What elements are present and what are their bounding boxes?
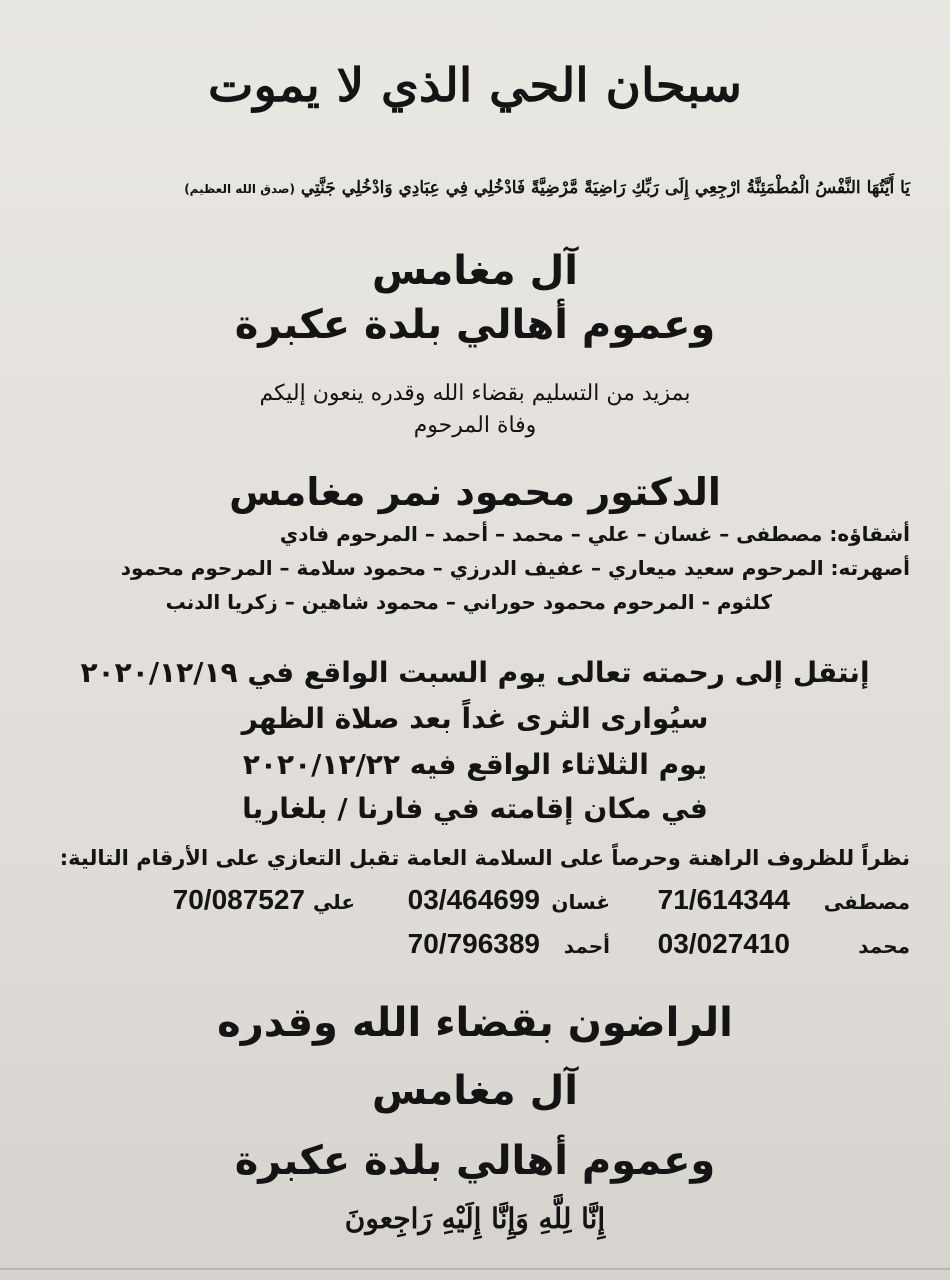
deceased-name: الدكتور محمود نمر مغامس: [229, 470, 721, 514]
town-people: وعموم أهالي بلدة عكبرة: [234, 302, 716, 348]
closing-town-people: وعموم أهالي بلدة عكبرة: [234, 1138, 716, 1184]
death-date-line: إنتقل إلى رحمته تعالى يوم السبت الواقع في ٢٠٢٠/١٢/١٩: [80, 656, 870, 689]
contact-name: غسان: [551, 890, 610, 914]
verse-source: (صدق الله العظيم): [184, 182, 295, 196]
brothers-line: أشقاؤه: مصطفى – غسان – علي – محمد – أحمد – المرحوم فادي: [279, 522, 910, 546]
contact-name: أحمد: [563, 934, 610, 958]
burial-line: سيُوارى الثرى غداً بعد صلاة الظهر: [241, 702, 709, 735]
contact-name: محمد: [858, 934, 910, 958]
calligraphy-header: سبحان الحي الذي لا يموت: [208, 58, 742, 112]
inlaws-line-2: كلثوم - المرحوم محمود حوراني – محمود شاهين – زكريا الدنب: [165, 590, 772, 614]
announcement-line-1: بمزيد من التسليم بقضاء الله وقدره ينعون إليكم: [259, 381, 691, 406]
phone-list: [40, 884, 910, 972]
verse-text: يَا أَيَّتُهَا النَّفْسُ الْمُطْمَئِنَّةُ ارْجِعِي إِلَى رَبِّكِ رَاضِيَةً مَّرْضِيَّةً فَادْخُلِي فِي عِبَادِي وَادْخُلِي جَنَّتِي: [300, 178, 910, 198]
closing-line-1: الراضون بقضاء الله وقدره: [217, 1000, 733, 1046]
phone-row: [40, 928, 910, 972]
family-name: آل مغامس: [371, 248, 578, 294]
contact-number: 03/027410: [657, 928, 790, 959]
inlaws-line-1: أصهرته: المرحوم سعيد ميعاري – عفيف الدرزي – محمود سلامة – المرحوم محمود: [120, 556, 910, 580]
phone-row: [40, 884, 910, 928]
announcement-line-2: وفاة المرحوم: [413, 413, 537, 438]
quran-verse: [40, 178, 910, 198]
contact-number: 70/087527: [172, 884, 305, 915]
contact-number: 70/796389: [407, 928, 540, 959]
burial-place-line: في مكان إقامته في فارنا / بلغاريا: [242, 792, 708, 825]
contact-name: علي: [312, 890, 355, 914]
contact-number: 71/614344: [657, 884, 790, 915]
closing-family-name: آل مغامس: [371, 1068, 578, 1114]
condolence-notice: نظراً للظروف الراهنة وحرصاً على السلامة العامة تقبل التعازي على الأرقام التالية:: [59, 846, 910, 870]
burial-date-line: يوم الثلاثاء الواقع فيه ٢٠٢٠/١٢/٢٢: [242, 748, 708, 781]
closing-verse: إِنَّا لِلَّهِ وَإِنَّا إِلَيْهِ رَاجِعونَ: [344, 1202, 606, 1235]
announcement: [0, 378, 950, 442]
contact-number: 03/464699: [407, 884, 540, 915]
contact-name: مصطفى: [823, 890, 910, 914]
